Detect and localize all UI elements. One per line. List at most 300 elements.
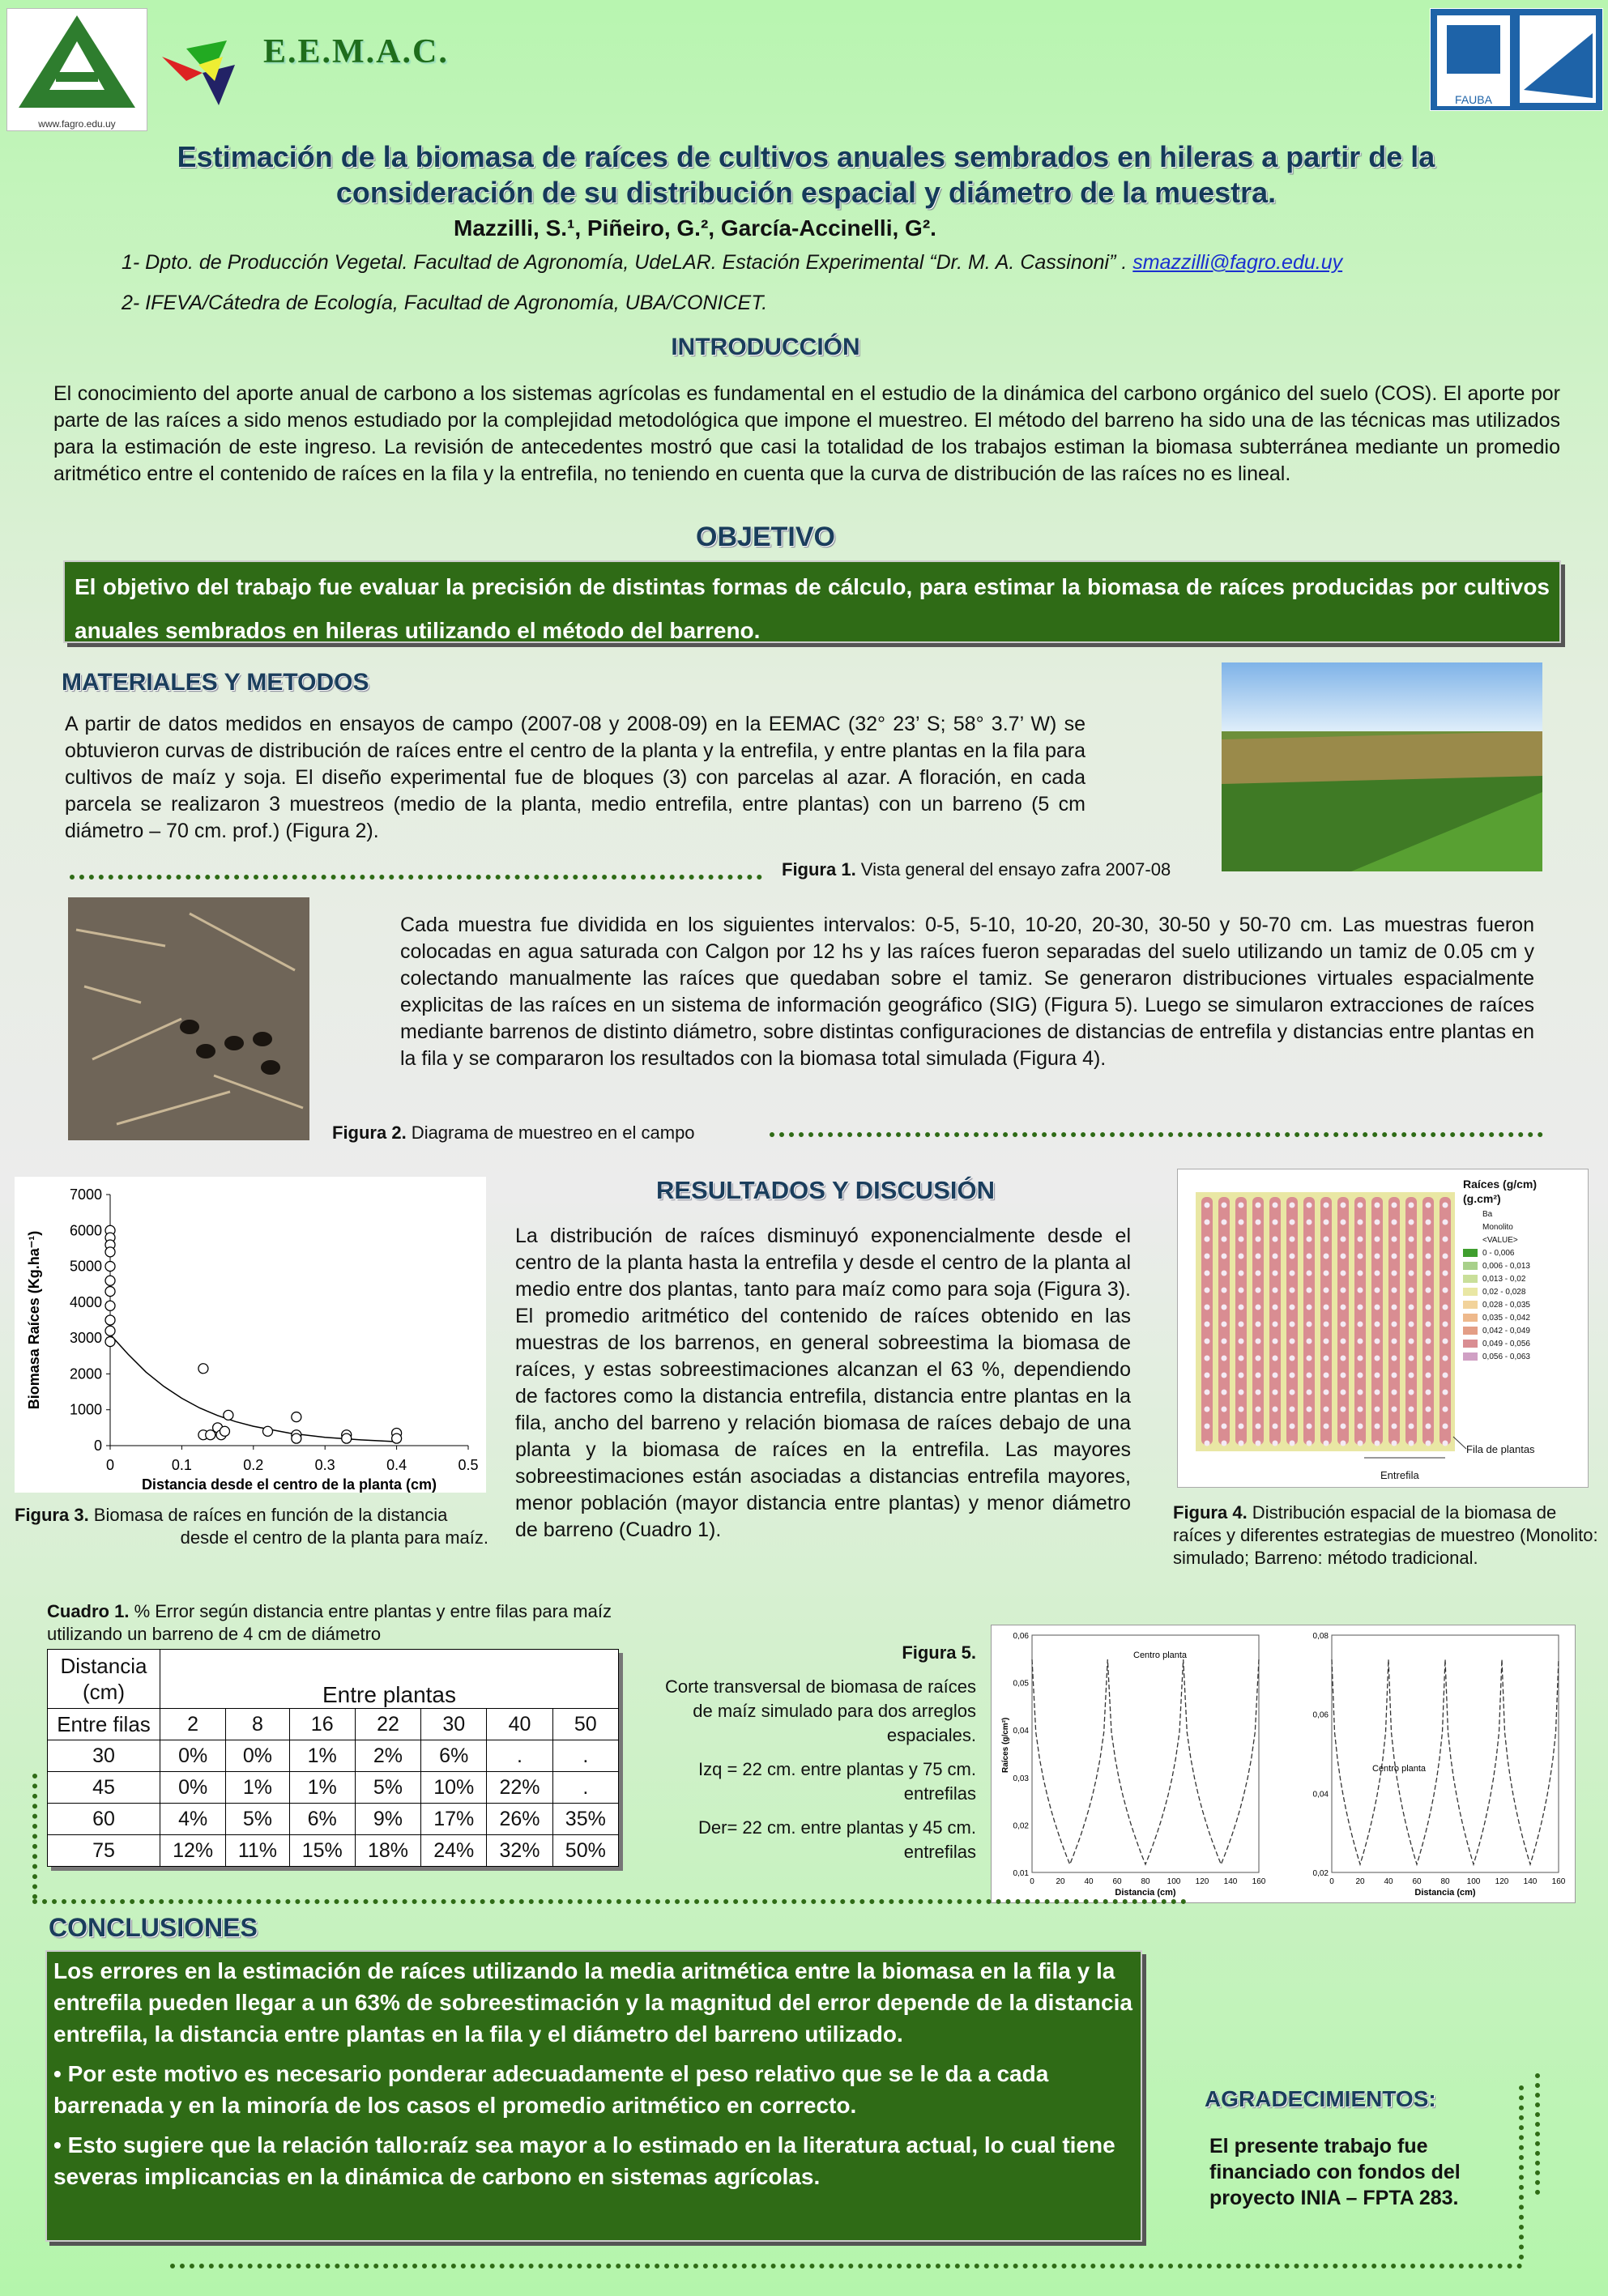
fig5-left-y-tick-label: 0,01	[1013, 1869, 1029, 1878]
fig5-right-y-tick-label: 0,04	[1312, 1790, 1329, 1800]
map-plant	[1358, 1373, 1363, 1378]
map-plant	[1324, 1441, 1329, 1446]
cuadro-cell: 15%	[289, 1835, 355, 1867]
x-tick-label: 0.4	[386, 1457, 407, 1473]
cuadro-col-head-a: Distancia (cm)	[48, 1650, 160, 1709]
x-tick-label: 0	[105, 1457, 115, 1473]
divider-dots-bottom	[170, 2264, 1523, 2268]
fig5-left-y-tick-label: 0,02	[1013, 1821, 1029, 1831]
legend-label: 0,035 - 0,042	[1482, 1314, 1530, 1323]
map-plant	[1409, 1322, 1414, 1327]
map-plant	[1443, 1305, 1448, 1310]
map-plant	[1443, 1356, 1448, 1361]
fig5-left-y-tick-label: 0,04	[1013, 1727, 1029, 1736]
map-plant	[1375, 1407, 1380, 1412]
map-plant	[1205, 1339, 1210, 1344]
map-plant	[1443, 1424, 1448, 1429]
map-plant	[1222, 1373, 1227, 1378]
fig4-legend-title: Raíces (g/cm)	[1463, 1178, 1538, 1191]
map-plant	[1324, 1288, 1329, 1293]
map-plant	[1205, 1441, 1210, 1446]
map-plant	[1239, 1220, 1244, 1225]
legend-swatch	[1463, 1314, 1478, 1322]
map-plant	[1341, 1288, 1346, 1293]
map-plant	[1392, 1441, 1397, 1446]
resultados-heading: RESULTADOS Y DISCUSIÓN	[656, 1176, 995, 1204]
map-plant	[1392, 1356, 1397, 1361]
fig5-left-y-tick-label: 0,06	[1013, 1632, 1029, 1641]
data-point	[342, 1433, 352, 1443]
map-plant	[1375, 1322, 1380, 1327]
map-plant	[1443, 1339, 1448, 1344]
legend-label: 0 - 0,006	[1482, 1249, 1515, 1258]
map-plant	[1426, 1322, 1431, 1327]
fig5-left-frame	[1032, 1635, 1259, 1872]
fagro-logo	[6, 8, 147, 131]
map-plant	[1273, 1271, 1278, 1276]
map-plant	[1222, 1237, 1227, 1242]
map-plant	[1341, 1237, 1346, 1242]
map-plant	[1273, 1305, 1278, 1310]
fig5-right-x-tick-label: 60	[1412, 1877, 1422, 1886]
legend-item	[1463, 1351, 1530, 1364]
legend-item	[1463, 1221, 1530, 1234]
map-plant	[1426, 1305, 1431, 1310]
map-plant	[1222, 1305, 1227, 1310]
map-plant	[1341, 1220, 1346, 1225]
fig5-centro-left: Centro planta	[1133, 1651, 1188, 1660]
y-tick-label: 5000	[69, 1258, 102, 1275]
legend-swatch	[1463, 1223, 1478, 1231]
fig5-centro-right: Centro planta	[1372, 1764, 1427, 1774]
map-plant	[1273, 1203, 1278, 1208]
cuadro-cell: 32%	[487, 1835, 552, 1867]
map-plant	[1205, 1407, 1210, 1412]
fig5-left-x-tick-label: 60	[1112, 1877, 1122, 1886]
map-plant	[1239, 1424, 1244, 1429]
map-plant	[1256, 1288, 1261, 1293]
map-plant	[1375, 1390, 1380, 1395]
map-plant	[1409, 1390, 1414, 1395]
map-plant	[1222, 1220, 1227, 1225]
map-plant	[1222, 1390, 1227, 1395]
legend-swatch	[1463, 1352, 1478, 1361]
map-plant	[1222, 1322, 1227, 1327]
map-plant	[1307, 1254, 1312, 1259]
map-plant	[1392, 1407, 1397, 1412]
map-plant	[1290, 1407, 1295, 1412]
map-plant	[1324, 1390, 1329, 1395]
map-plant	[1256, 1203, 1261, 1208]
fig5-left-x-tick-label: 120	[1195, 1877, 1209, 1886]
legend-swatch	[1463, 1249, 1478, 1257]
map-plant	[1205, 1390, 1210, 1395]
map-plant	[1290, 1424, 1295, 1429]
legend-swatch	[1463, 1340, 1478, 1348]
map-plant	[1443, 1322, 1448, 1327]
map-plant	[1205, 1271, 1210, 1276]
map-plant	[1273, 1339, 1278, 1344]
map-plant	[1443, 1271, 1448, 1276]
resultados-text: La distribución de raíces disminuyó exponencialmente desde el centro de la planta hasta la entrefila y desde el centro de la planta al medio entre dos plantas, tanto para maíz como para soja (Figura 3). El promedio aritmético del contenido de raíces obtenido en las muestras de los barrenos, en general sobreestima la biomasa de raíces, y estas sobreestimaciones alcanzan el 63 %, dependiendo de factores como la distancia entrefila, distancia entre plantas en la fila, ancho del barreno y relación biomasa de raíces debajo de una planta y la biomasa de raíces en la entrefila. Las mayores sobreestimaciones están asociadas a distancias entrefila mayores, menor población (mayor distancia entre plantas) y menor diámetro de barreno (Cuadro 1).	[515, 1225, 1131, 1541]
map-plant	[1256, 1254, 1261, 1259]
map-plant	[1358, 1237, 1363, 1242]
divider-dots-3	[32, 1899, 1187, 1904]
map-plant	[1358, 1407, 1363, 1412]
map-plant	[1341, 1305, 1346, 1310]
legend-item	[1463, 1247, 1530, 1260]
map-plant	[1239, 1237, 1244, 1242]
map-plant	[1324, 1220, 1329, 1225]
legend-swatch	[1463, 1275, 1478, 1283]
cuadro-cell: 18%	[355, 1835, 420, 1867]
data-point	[262, 1426, 272, 1436]
map-plant	[1256, 1271, 1261, 1276]
map-plant	[1256, 1305, 1261, 1310]
x-tick-label: 0.5	[458, 1457, 479, 1473]
cuadro-caption	[47, 1600, 679, 1646]
cuadro-cell: 24%	[421, 1835, 487, 1867]
table-row	[48, 1740, 619, 1772]
materiales-text-1: A partir de datos medidos en ensayos de campo (2007-08 y 2008-09) en la EEMAC (32° 23’ S; 58° 3.7’ W) se obtuvieron curvas de distribución de raíces entre el centro de la planta y la entrefila, y entre plantas en la fila para cultivos de maíz y soja. El diseño experimental fue de bloques (3) con parcelas al azar. A floración, en cada parcela se realizaron 3 muestreos (medio de la planta, medio entrefila, entre plantas) con un barreno (5 cm diámetro – 70 cm. prof.) (Figura 2).	[65, 713, 1086, 842]
map-plant	[1375, 1271, 1380, 1276]
map-plant	[1324, 1203, 1329, 1208]
legend-item	[1463, 1234, 1530, 1247]
fig4-label-entrefila: Entrefila	[1380, 1469, 1419, 1481]
map-plant	[1392, 1424, 1397, 1429]
fig4-legend	[1463, 1208, 1530, 1364]
fig5-right-x-tick-label: 80	[1440, 1877, 1450, 1886]
cuadro-col: 40	[487, 1709, 552, 1740]
map-plant	[1307, 1288, 1312, 1293]
map-plant	[1273, 1356, 1278, 1361]
legend-label: 0,028 - 0,035	[1482, 1301, 1530, 1310]
map-plant	[1358, 1424, 1363, 1429]
map-plant	[1222, 1424, 1227, 1429]
cuadro-cell: 1%	[226, 1772, 289, 1804]
fig5-right-curve	[1332, 1659, 1559, 1864]
map-plant	[1409, 1288, 1414, 1293]
author-email-link[interactable]: smazzilli@fagro.edu.uy	[1132, 251, 1343, 274]
map-plant	[1307, 1203, 1312, 1208]
map-plant	[1358, 1271, 1363, 1276]
map-plant	[1290, 1339, 1295, 1344]
map-plant	[1443, 1254, 1448, 1259]
map-plant	[1426, 1441, 1431, 1446]
map-plant	[1307, 1407, 1312, 1412]
divider-dots-vertical-right-2	[1519, 2085, 1524, 2260]
map-plant	[1392, 1390, 1397, 1395]
cuadro-cell: 1%	[289, 1740, 355, 1772]
map-plant	[1290, 1322, 1295, 1327]
legend-label: 0,006 - 0,013	[1482, 1262, 1530, 1271]
map-plant	[1222, 1288, 1227, 1293]
legend-item	[1463, 1299, 1530, 1312]
cuadro-cell: 50%	[552, 1835, 618, 1867]
cuadro-cell: 12%	[160, 1835, 226, 1867]
objetivo-text: El objetivo del trabajo fue evaluar la precisión de distintas formas de cálculo, para estimar la biomasa de raíces producidas por cultivos anuales sembrados en hileras utilizando el método del barreno.	[75, 574, 1550, 643]
map-plant	[1341, 1203, 1346, 1208]
map-plant	[1222, 1441, 1227, 1446]
fit-curve	[110, 1335, 397, 1442]
map-plant	[1443, 1390, 1448, 1395]
fig5-left-x-tick-label: 100	[1167, 1877, 1181, 1886]
map-plant	[1290, 1356, 1295, 1361]
figure-4-frame	[1177, 1169, 1589, 1488]
map-plant	[1341, 1424, 1346, 1429]
map-plant	[1392, 1254, 1397, 1259]
map-plant	[1375, 1356, 1380, 1361]
map-pointer-fila	[1453, 1437, 1466, 1449]
fig5-right-y-tick-label: 0,02	[1312, 1869, 1329, 1878]
map-plant	[1205, 1373, 1210, 1378]
figure-3-frame	[15, 1177, 486, 1493]
map-plant	[1273, 1373, 1278, 1378]
figure-5-frame	[991, 1625, 1576, 1903]
map-plant	[1256, 1407, 1261, 1412]
fig4-label-fila: Fila de plantas	[1466, 1443, 1535, 1455]
poster-title	[65, 139, 1547, 211]
map-plant	[1375, 1203, 1380, 1208]
map-plant	[1358, 1203, 1363, 1208]
fig5-left-x-tick-label: 40	[1084, 1877, 1094, 1886]
map-plant	[1392, 1288, 1397, 1293]
map-plant	[1375, 1237, 1380, 1242]
map-plant	[1239, 1339, 1244, 1344]
map-plant	[1443, 1203, 1448, 1208]
cuadro-cell: 0%	[226, 1740, 289, 1772]
cuadro-cell: 4%	[160, 1804, 226, 1835]
legend-label: 0,049 - 0,056	[1482, 1340, 1530, 1348]
x-tick-label: 0.3	[314, 1457, 335, 1473]
map-plant	[1392, 1220, 1397, 1225]
logo-url[interactable]: www.fagro.edu.uy	[38, 118, 116, 130]
map-plant	[1358, 1322, 1363, 1327]
cuadro-table	[47, 1649, 619, 1867]
legend-swatch	[1463, 1301, 1478, 1309]
map-plant	[1341, 1441, 1346, 1446]
x-axis-label: Distancia desde el centro de la planta (cm)	[141, 1476, 437, 1493]
map-plant	[1273, 1441, 1278, 1446]
legend-item	[1463, 1312, 1530, 1325]
cuadro-col: 8	[226, 1709, 289, 1740]
figure-2-caption	[332, 1122, 695, 1144]
legend-item	[1463, 1286, 1530, 1299]
cuadro-cell: 1%	[289, 1772, 355, 1804]
map-plant	[1273, 1237, 1278, 1242]
conclusiones-heading: CONCLUSIONES	[49, 1913, 258, 1942]
figure-3-text-1: Biomasa de raíces en función de la distancia	[88, 1505, 448, 1525]
map-plant	[1239, 1441, 1244, 1446]
map-plant	[1273, 1254, 1278, 1259]
cuadro-cell: 17%	[421, 1804, 487, 1835]
cuadro-cell: .	[487, 1740, 552, 1772]
map-plant	[1392, 1237, 1397, 1242]
data-point	[105, 1287, 115, 1297]
legend-label: Monolito	[1482, 1223, 1513, 1232]
cuadro-cell: .	[552, 1772, 618, 1804]
eemac-bird-icon	[154, 32, 243, 113]
map-plant	[1307, 1305, 1312, 1310]
data-point	[392, 1433, 402, 1443]
data-point	[220, 1426, 229, 1436]
map-plant	[1426, 1237, 1431, 1242]
map-plant	[1392, 1339, 1397, 1344]
figure-3-text-2: desde el centro de la planta para maíz.	[180, 1527, 488, 1548]
map-plant	[1256, 1390, 1261, 1395]
map-plant	[1307, 1237, 1312, 1242]
data-point	[292, 1412, 301, 1422]
map-plant	[1239, 1322, 1244, 1327]
cuadro-cell: 75	[48, 1835, 160, 1867]
map-plant	[1375, 1305, 1380, 1310]
map-plant	[1426, 1373, 1431, 1378]
map-plant	[1409, 1441, 1414, 1446]
map-plant	[1324, 1271, 1329, 1276]
cuadro-cell: 6%	[421, 1740, 487, 1772]
data-point	[105, 1337, 115, 1347]
title-line2: consideración de su distribución espacial y diámetro de la muestra.	[335, 176, 1277, 209]
map-plant	[1426, 1254, 1431, 1259]
map-plant	[1426, 1220, 1431, 1225]
map-plant	[1443, 1407, 1448, 1412]
map-plant	[1239, 1203, 1244, 1208]
map-plant	[1324, 1322, 1329, 1327]
map-plant	[1290, 1254, 1295, 1259]
map-plant	[1324, 1424, 1329, 1429]
map-plant	[1307, 1356, 1312, 1361]
map-plant	[1409, 1373, 1414, 1378]
fig5-right-x-tick-label: 0	[1329, 1877, 1334, 1886]
map-plant	[1409, 1254, 1414, 1259]
map-plant	[1426, 1407, 1431, 1412]
y-tick-label: 0	[93, 1438, 102, 1454]
map-plant	[1256, 1373, 1261, 1378]
cuadro-cell: 5%	[226, 1804, 289, 1835]
cuadro-cell: 26%	[487, 1804, 552, 1835]
legend-item	[1463, 1273, 1530, 1286]
figure-4-caption	[1173, 1502, 1598, 1570]
map-plant	[1426, 1390, 1431, 1395]
map-plant	[1222, 1271, 1227, 1276]
cuadro-col-head-b: Entre plantas	[160, 1650, 619, 1709]
map-plant	[1256, 1237, 1261, 1242]
conclusiones-p2: • Por este motivo es necesario ponderar adecuadamente el peso relativo que se le da a cada barrenada y en la minoría de los casos el promedio aritmético en correcto.	[53, 2061, 1049, 2118]
map-plant	[1239, 1390, 1244, 1395]
data-point	[105, 1247, 115, 1257]
legend-swatch	[1463, 1210, 1478, 1218]
legend-swatch	[1463, 1288, 1478, 1296]
soil-photo	[68, 897, 309, 1140]
affiliation-1	[122, 251, 1342, 275]
y-tick-label: 4000	[69, 1293, 102, 1310]
fig5-right-y-tick-label: 0,06	[1312, 1710, 1329, 1720]
intro-text: El conocimiento del aporte anual de carbono a los sistemas agrícolas es fundamental en el estudio de la dinámica del carbono orgánico del suelo (COS). El aporte por parte de las raíces a sido menos estudiado por la complejidad metodológica que impone el muestreo. El método del barreno ha sido una de las técnicas mas utilizados para la estimación de este ingreso. La revisión de antecedentes mostró que casi la totalidad de los trabajos estiman la biomasa subterránea mediante un promedio aritmético entre el contenido de raíces en la fila y la entrefila, no teniendo en cuenta que la curva de distribución de las raíces no es lineal.	[53, 382, 1560, 485]
map-plant	[1307, 1220, 1312, 1225]
map-plant	[1375, 1373, 1380, 1378]
map-plant	[1256, 1339, 1261, 1344]
map-plant	[1443, 1373, 1448, 1378]
cuadro-row-head: Entre filas	[48, 1709, 160, 1740]
map-plant	[1239, 1305, 1244, 1310]
map-plant	[1290, 1373, 1295, 1378]
cuadro-col: 22	[355, 1709, 420, 1740]
y-tick-label: 7000	[69, 1186, 102, 1203]
fauba-label: FAUBA	[1437, 93, 1510, 106]
legend-label: 0,042 - 0,049	[1482, 1327, 1530, 1335]
map-plant	[1375, 1339, 1380, 1344]
divider-dots-2	[770, 1132, 1543, 1137]
map-plant	[1222, 1339, 1227, 1344]
figure-1-caption	[782, 858, 1171, 881]
agradecimientos-heading: AGRADECIMIENTOS:	[1205, 2086, 1436, 2111]
fig5-left-x-axis-label: Distancia (cm)	[1115, 1888, 1176, 1898]
figure-2-text: Diagrama de muestreo en el campo	[406, 1122, 695, 1143]
figure-5-label: Figura 5.	[902, 1642, 976, 1663]
x-tick-label: 0.2	[243, 1457, 264, 1473]
map-plant	[1239, 1407, 1244, 1412]
y-tick-label: 6000	[69, 1222, 102, 1239]
map-plant	[1205, 1288, 1210, 1293]
fig5-left-curve	[1032, 1659, 1259, 1864]
map-plant	[1256, 1424, 1261, 1429]
map-plant	[1392, 1322, 1397, 1327]
map-plant	[1290, 1441, 1295, 1446]
map-plant	[1307, 1271, 1312, 1276]
map-plant	[1239, 1288, 1244, 1293]
map-plant	[1341, 1373, 1346, 1378]
y-axis-label: Biomasa Raíces (Kg.ha⁻¹)	[26, 1230, 42, 1410]
map-plant	[1375, 1441, 1380, 1446]
map-plant	[1358, 1254, 1363, 1259]
map-plant	[1290, 1271, 1295, 1276]
fig4-legend-unit: (g.cm²)	[1463, 1192, 1501, 1205]
fig5-right-x-axis-label: Distancia (cm)	[1414, 1888, 1476, 1898]
intro-heading: INTRODUCCIÓN	[671, 334, 860, 360]
cuadro-cell: 2%	[355, 1740, 420, 1772]
map-plant	[1324, 1305, 1329, 1310]
cuadro-cell: 5%	[355, 1772, 420, 1804]
cuadro-cell: 6%	[289, 1804, 355, 1835]
divider-dots-vertical-left	[32, 1774, 37, 1899]
map-plant	[1290, 1288, 1295, 1293]
y-tick-label: 3000	[69, 1330, 102, 1347]
map-plant	[1358, 1390, 1363, 1395]
map-plant	[1222, 1407, 1227, 1412]
map-plant	[1290, 1203, 1295, 1208]
figure-3-caption	[15, 1504, 488, 1549]
map-plant	[1256, 1322, 1261, 1327]
data-point	[105, 1262, 115, 1272]
org-name: E.E.M.A.C.	[263, 33, 449, 70]
map-plant	[1358, 1288, 1363, 1293]
map-plant	[1307, 1424, 1312, 1429]
fauba-logo	[1430, 8, 1603, 111]
cuadro-cell: 45	[48, 1772, 160, 1804]
map-plant	[1358, 1339, 1363, 1344]
map-plant	[1205, 1424, 1210, 1429]
map-plant	[1341, 1254, 1346, 1259]
objetivo-heading: OBJETIVO	[696, 522, 835, 552]
map-plant	[1409, 1356, 1414, 1361]
agradecimientos-text: El presente trabajo fue financiado con fondos del proyecto INIA – FPTA 283.	[1209, 2135, 1461, 2209]
divider-dots-vertical-right-1	[1535, 2073, 1540, 2195]
map-plant	[1409, 1220, 1414, 1225]
data-point	[105, 1301, 115, 1310]
map-plant	[1324, 1356, 1329, 1361]
data-point	[105, 1315, 115, 1325]
map-plant	[1324, 1339, 1329, 1344]
